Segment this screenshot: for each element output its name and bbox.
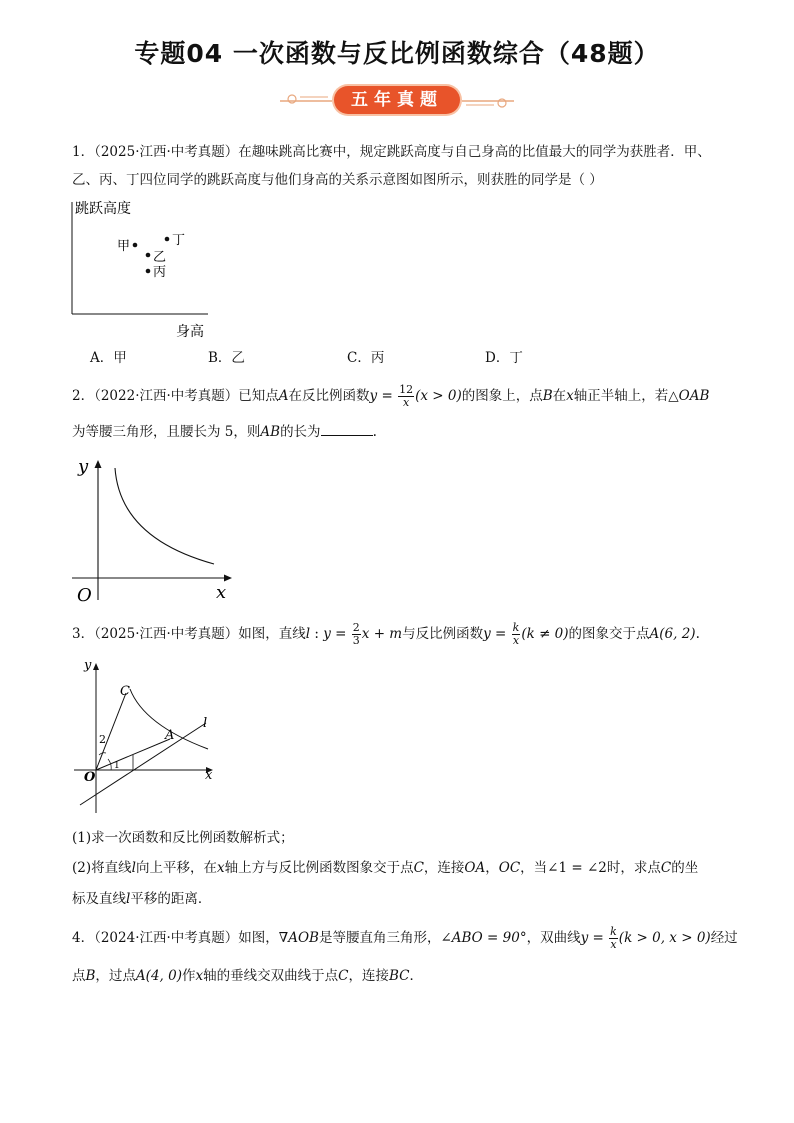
q2-figure: [66, 452, 236, 606]
badge-label: 五年真题: [334, 86, 460, 114]
q3-sub1: (1)求一次函数和反比例函数解析式；: [72, 830, 294, 846]
q1-point-bing: [146, 269, 151, 274]
q1-option-a: A．甲: [90, 350, 127, 366]
q2-line1: 2．（2022·江西·中考真题）已知点A在反比例函数y = $\frac{12}{x}$ (x > 0)的图象上，点B在x轴正半轴上，若△OAB: [72, 383, 710, 409]
q2-hyperbola: [115, 468, 214, 564]
q1-label-bing: 丙: [153, 265, 167, 280]
q1-point-jia: [133, 243, 138, 248]
q1-option-b: B．乙: [208, 350, 245, 366]
q3-sub2-line2: 标及直线l平移的距离．: [72, 891, 212, 907]
q1-line1: 1．（2025·江西·中考真题）在趣味跳高比赛中，规定跳跃高度与自己身高的比值最大的同学为获胜者．甲、: [72, 144, 711, 160]
q1-point-yi: [146, 253, 151, 258]
q1-option-d: D．丁: [485, 350, 523, 366]
q3-fig-c-label: C: [120, 684, 130, 699]
q3-fig-y-label: y: [84, 658, 92, 673]
q1-option-c: C．丙: [347, 350, 385, 366]
q1-label-jia: 甲: [117, 239, 131, 254]
q3-sub2-line1: (2)将直线l向上平移，在x轴上方与反比例函数图象交于点C，连接OA，OC，当∠1 = ∠2时，求点C的坐: [72, 860, 699, 876]
q1-line2: 乙、丙、丁四位同学的跳跃高度与他们身高的关系示意图如图所示，则获胜的同学是（ ）: [72, 172, 603, 188]
q1-x-axis-label: 身高: [176, 324, 204, 340]
q2-graph-x-label: x: [216, 582, 227, 603]
q4-line2: 点B，过点A(4, 0)作x轴的垂线交双曲线于点C，连接BC．: [72, 968, 423, 984]
q1-y-axis-label: 跳跃高度: [75, 201, 131, 217]
q3-segment-oc: [96, 693, 126, 770]
q1-label-yi: 乙: [153, 250, 167, 265]
page-title: 专题04 一次函数与反比例函数综合（48题）: [134, 39, 660, 68]
answer-blank: [321, 423, 373, 436]
q2-graph-y-label: y: [78, 456, 89, 477]
q2-line2: 为等腰三角形，且腰长为 5，则AB的长为 .: [72, 424, 377, 440]
q3-fig-a-label: A: [165, 728, 175, 743]
q3-fig-l-label: l: [203, 716, 208, 731]
q3-figure: [72, 655, 222, 820]
q3-fig-x-label: x: [205, 768, 213, 783]
q3-fig-angle1-label: 1: [114, 761, 120, 771]
q3-fig-angle2-label: 2: [99, 733, 106, 746]
q1-label-ding: 丁: [172, 233, 186, 248]
section-badge-wrapper: [270, 84, 524, 118]
q1-figure: [60, 196, 220, 346]
q1-point-ding: [165, 237, 170, 242]
q3-fig-origin-label: O: [84, 770, 96, 785]
q3-line1: 3．（2025·江西·中考真题）如图，直线l : y = $\frac{2}{3}$ x + m与反比例函数y = $\frac{k}{x}$ (k ≠ 0)的图象交于点A(6, 2).: [72, 621, 700, 647]
q4-line1: 4．（2024·江西·中考真题）如图，∇AOB是等腰直角三角形，∠ABO = 90°，双曲线y = $\frac{k}{x}$ (k > 0, x > 0)经过: [72, 925, 738, 951]
q2-graph-origin-label: O: [77, 585, 92, 606]
